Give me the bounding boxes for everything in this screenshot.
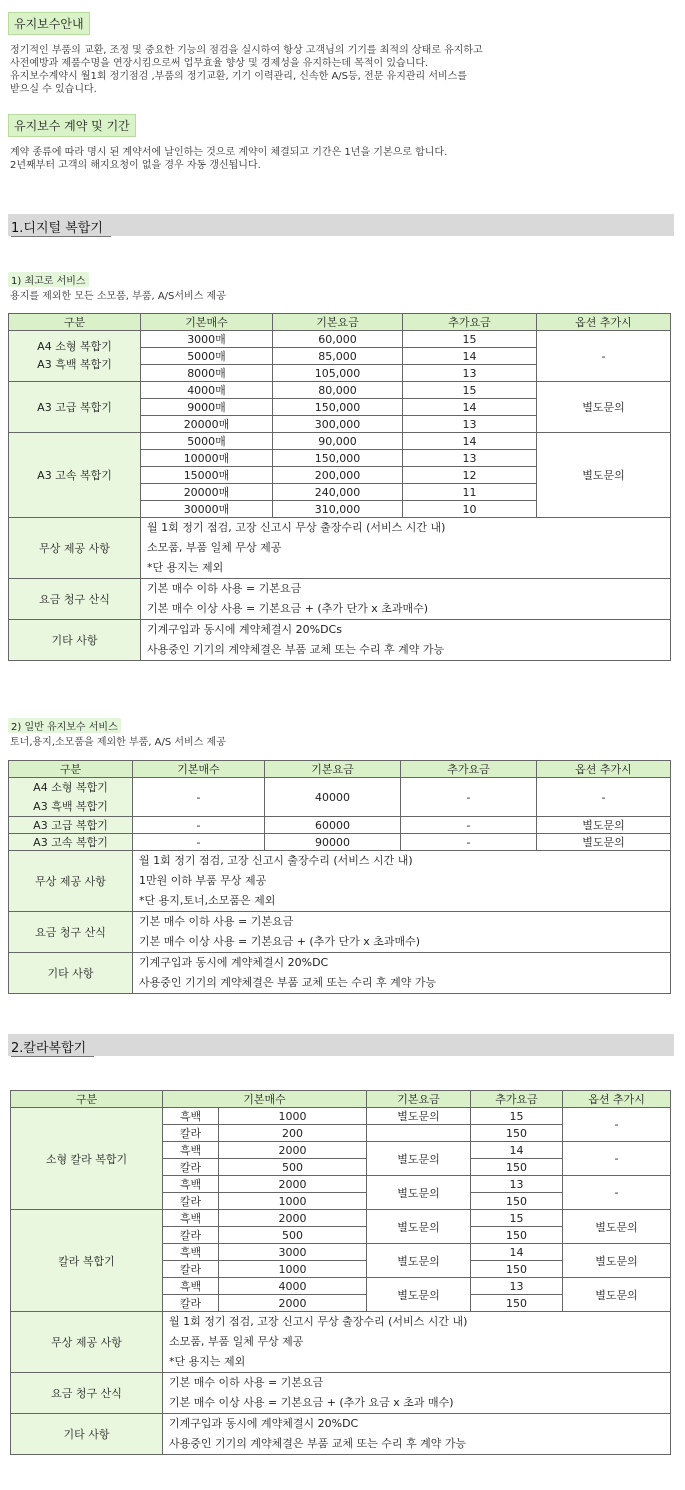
header-category: 구분 xyxy=(9,761,133,778)
contract-text xyxy=(10,146,447,172)
base-count: 3000매 xyxy=(141,331,273,348)
mode-bw: 흑백 xyxy=(163,1108,219,1125)
mode-color: 칼라 xyxy=(163,1295,219,1312)
general-service-table xyxy=(8,760,671,994)
mode-color: 칼라 xyxy=(163,1227,219,1244)
option-cell: - xyxy=(537,331,671,382)
header-base-count: 기본매수 xyxy=(141,314,273,331)
extra-price: 15 xyxy=(471,1108,563,1125)
etc-details: 기계구입과 동시에 계약체결시 20%DC 사용중인 기기의 계약체결은 부품 교체 또는 수리 후 계약 가능 xyxy=(163,1414,671,1455)
extra-price: - xyxy=(401,778,537,817)
best-service-title: 1) 최고로 서비스 xyxy=(8,272,89,287)
base-price: 150,000 xyxy=(273,399,403,416)
option-cell: 별도문의 xyxy=(537,382,671,433)
base-count: 2000 xyxy=(219,1295,367,1312)
mode-color: 칼라 xyxy=(163,1125,219,1142)
free-details: 월 1회 정기 점검, 고장 신고시 무상 출장수리 (서비스 시간 내) 소모품, 부품 일체 무상 제공 *단 용지는 제외 xyxy=(141,518,671,579)
base-price: 150,000 xyxy=(273,450,403,467)
category-cell: A4 소형 복합기 A3 흑백 복합기 xyxy=(9,331,141,382)
option-cell: 별도문의 xyxy=(563,1210,671,1244)
billing-details: 기본 매수 이하 사용 = 기본요금 기본 매수 이상 사용 = 기본요금 + (추가 단가 x 초과매수) xyxy=(141,579,671,620)
intro-line: 정기적인 부품의 교환, 조정 및 중요한 기능의 점검을 실시하여 항상 고객님의 기기를 최적의 상태로 유지하고 xyxy=(10,45,483,56)
best-service-table xyxy=(8,313,671,661)
intro-text xyxy=(10,44,483,96)
intro-line: 유지보수계약시 월1회 정기점검 ,부품의 정기교환, 기기 이력관리, 신속한 A/S등, 전문 유지관리 서비스를 xyxy=(10,71,468,82)
base-count: 4000 xyxy=(219,1278,367,1295)
header-base-count: 기본매수 xyxy=(163,1091,367,1108)
mode-color: 칼라 xyxy=(163,1193,219,1210)
base-count: 3000 xyxy=(219,1244,367,1261)
billing-label: 요금 청구 산식 xyxy=(9,912,133,953)
base-count: 8000매 xyxy=(141,365,273,382)
section1-header xyxy=(8,214,674,236)
header-category: 구분 xyxy=(9,314,141,331)
etc-details: 기계구입과 동시에 계약체결시 20%DC 사용중인 기기의 계약체결은 부품 교체 또는 수리 후 계약 가능 xyxy=(133,953,671,994)
section2-title: 2.칼라복합기 xyxy=(11,1037,94,1057)
base-price: 85,000 xyxy=(273,348,403,365)
intro-title: 유지보수안내 xyxy=(8,12,90,35)
base-price: 60000 xyxy=(265,817,401,834)
extra-price: - xyxy=(401,817,537,834)
section2-header xyxy=(8,1034,674,1056)
billing-label: 요금 청구 산식 xyxy=(9,579,141,620)
section1-title: 1.디지털 복합기 xyxy=(11,217,111,237)
extra-price: 150 xyxy=(471,1261,563,1278)
free-details: 월 1회 정기 점검, 고장 신고시 출장수리 (서비스 시간 내) 1만원 이하 부품 무상 제공 *단 용지,토너,소모품은 제외 xyxy=(133,851,671,912)
base-count: 4000매 xyxy=(141,382,273,399)
header-extra-price: 추가요금 xyxy=(401,761,537,778)
option-cell: 별도문의 xyxy=(537,834,671,851)
base-price: 105,000 xyxy=(273,365,403,382)
base-count: 20000매 xyxy=(141,484,273,501)
option-cell: 별도문의 xyxy=(563,1244,671,1278)
intro-line: 받으실 수 있습니다. xyxy=(10,84,97,95)
extra-price: 15 xyxy=(403,382,537,399)
mode-bw: 흑백 xyxy=(163,1278,219,1295)
category-cell: A3 고급 복합기 xyxy=(9,382,141,433)
contract-line: 계약 종류에 따라 명시 된 계약서에 날인하는 것으로 계약이 체결되고 기간은 1년을 기본으로 합니다. xyxy=(10,147,448,158)
base-price: 300,000 xyxy=(273,416,403,433)
base-count: 10000매 xyxy=(141,450,273,467)
option-cell: 별도문의 xyxy=(563,1278,671,1312)
base-price: 별도문의 xyxy=(367,1278,471,1312)
extra-price: 13 xyxy=(471,1278,563,1295)
extra-price: 150 xyxy=(471,1295,563,1312)
extra-price: 14 xyxy=(403,348,537,365)
etc-details: 기계구입과 동시에 계약체결시 20%DCs 사용중인 기기의 계약체결은 부품 교체 또는 수리 후 계약 가능 xyxy=(141,620,671,661)
category-cell: 칼라 복합기 xyxy=(11,1210,163,1312)
base-count: - xyxy=(133,778,265,817)
billing-label: 요금 청구 산식 xyxy=(11,1373,163,1414)
option-cell: - xyxy=(563,1176,671,1210)
base-price: 80,000 xyxy=(273,382,403,399)
option-cell: 별도문의 xyxy=(537,433,671,518)
header-base-price: 기본요금 xyxy=(273,314,403,331)
mode-bw: 흑백 xyxy=(163,1210,219,1227)
base-count: 9000매 xyxy=(141,399,273,416)
extra-price: 14 xyxy=(471,1244,563,1261)
header-extra-price: 추가요금 xyxy=(403,314,537,331)
base-count: 5000매 xyxy=(141,348,273,365)
base-price: 별도문의 xyxy=(367,1210,471,1244)
header-category: 구분 xyxy=(11,1091,163,1108)
base-count: 5000매 xyxy=(141,433,273,450)
extra-price: 13 xyxy=(403,365,537,382)
base-count: 2000 xyxy=(219,1176,367,1193)
general-service-title: 2) 일반 유지보수 서비스 xyxy=(8,718,121,733)
base-count: 200 xyxy=(219,1125,367,1142)
contract-title: 유지보수 계약 및 기간 xyxy=(8,114,136,137)
contract-line: 2년째부터 고객의 해지요청이 없을 경우 자동 갱신됩니다. xyxy=(10,160,261,171)
free-details: 월 1회 정기 점검, 고장 신고시 무상 출장수리 (서비스 시간 내) 소모품, 부품 일체 무상 제공 *단 용지는 제외 xyxy=(163,1312,671,1373)
base-count: 15000매 xyxy=(141,467,273,484)
header-option: 옵션 추가시 xyxy=(537,761,671,778)
base-count: 30000매 xyxy=(141,501,273,518)
extra-price: 13 xyxy=(403,416,537,433)
base-price: 200,000 xyxy=(273,467,403,484)
base-count: 20000매 xyxy=(141,416,273,433)
header-base-price: 기본요금 xyxy=(367,1091,471,1108)
base-price: 별도문의 xyxy=(367,1244,471,1278)
base-count: 1000 xyxy=(219,1261,367,1278)
mode-color: 칼라 xyxy=(163,1159,219,1176)
base-count: 2000 xyxy=(219,1210,367,1227)
base-count: 1000 xyxy=(219,1193,367,1210)
header-option: 옵션 추가시 xyxy=(537,314,671,331)
base-price: 별도문의 xyxy=(367,1142,471,1176)
etc-label: 기타 사항 xyxy=(11,1414,163,1455)
extra-price: 150 xyxy=(471,1193,563,1210)
extra-price: 12 xyxy=(403,467,537,484)
etc-label: 기타 사항 xyxy=(9,620,141,661)
best-service-note: 용지를 제외한 모든 소모품, 부품, A/S서비스 제공 xyxy=(10,291,226,302)
category-cell: A3 고속 복합기 xyxy=(9,433,141,518)
header-option: 옵션 추가시 xyxy=(563,1091,671,1108)
extra-price: 150 xyxy=(471,1227,563,1244)
base-price: 별도문의 xyxy=(367,1108,471,1125)
extra-price: 150 xyxy=(471,1125,563,1142)
header-extra-price: 추가요금 xyxy=(471,1091,563,1108)
extra-price: 14 xyxy=(471,1142,563,1159)
mode-color: 칼라 xyxy=(163,1261,219,1278)
base-price: 90,000 xyxy=(273,433,403,450)
base-price: 60,000 xyxy=(273,331,403,348)
extra-price: 14 xyxy=(403,433,537,450)
mode-bw: 흑백 xyxy=(163,1244,219,1261)
mode-bw: 흑백 xyxy=(163,1176,219,1193)
base-count: 500 xyxy=(219,1159,367,1176)
header-base-count: 기본매수 xyxy=(133,761,265,778)
category-cell: 소형 칼라 복합기 xyxy=(11,1108,163,1210)
etc-label: 기타 사항 xyxy=(9,953,133,994)
extra-price: - xyxy=(401,834,537,851)
option-cell: 별도문의 xyxy=(537,817,671,834)
base-price: 40000 xyxy=(265,778,401,817)
base-count: 500 xyxy=(219,1227,367,1244)
option-cell: - xyxy=(563,1108,671,1142)
category-cell: A3 고급 복합기 xyxy=(9,817,133,834)
base-price: 90000 xyxy=(265,834,401,851)
base-price-empty xyxy=(367,1125,471,1142)
free-label: 무상 제공 사항 xyxy=(11,1312,163,1373)
extra-price: 15 xyxy=(403,331,537,348)
extra-price: 15 xyxy=(471,1210,563,1227)
header-base-price: 기본요금 xyxy=(265,761,401,778)
base-count: 2000 xyxy=(219,1142,367,1159)
base-count: 1000 xyxy=(219,1108,367,1125)
extra-price: 150 xyxy=(471,1159,563,1176)
extra-price: 11 xyxy=(403,484,537,501)
extra-price: 14 xyxy=(403,399,537,416)
option-cell: - xyxy=(563,1142,671,1176)
free-label: 무상 제공 사항 xyxy=(9,518,141,579)
mode-bw: 흑백 xyxy=(163,1142,219,1159)
billing-details: 기본 매수 이하 사용 = 기본요금 기본 매수 이상 사용 = 기본요금 + (추가 요금 x 초과 매수) xyxy=(163,1373,671,1414)
category-cell: A4 소형 복합기 A3 흑백 복합기 xyxy=(9,778,133,817)
base-count: - xyxy=(133,817,265,834)
base-count: - xyxy=(133,834,265,851)
extra-price: 10 xyxy=(403,501,537,518)
category-cell: A3 고속 복합기 xyxy=(9,834,133,851)
color-copier-table xyxy=(10,1090,671,1455)
option-cell: - xyxy=(537,778,671,817)
intro-line: 사전예방과 제품수명을 연장시킴으로써 업무효율 향상 및 경제성을 유지하는데 목적이 있습니다. xyxy=(10,58,429,69)
billing-details: 기본 매수 이하 사용 = 기본요금 기본 매수 이상 사용 = 기본요금 + (추가 단가 x 초과매수) xyxy=(133,912,671,953)
extra-price: 13 xyxy=(471,1176,563,1193)
extra-price: 13 xyxy=(403,450,537,467)
free-label: 무상 제공 사항 xyxy=(9,851,133,912)
base-price: 310,000 xyxy=(273,501,403,518)
base-price: 별도문의 xyxy=(367,1176,471,1210)
base-price: 240,000 xyxy=(273,484,403,501)
general-service-note: 토너,용지,소모품을 제외한 부품, A/S 서비스 제공 xyxy=(10,737,226,748)
